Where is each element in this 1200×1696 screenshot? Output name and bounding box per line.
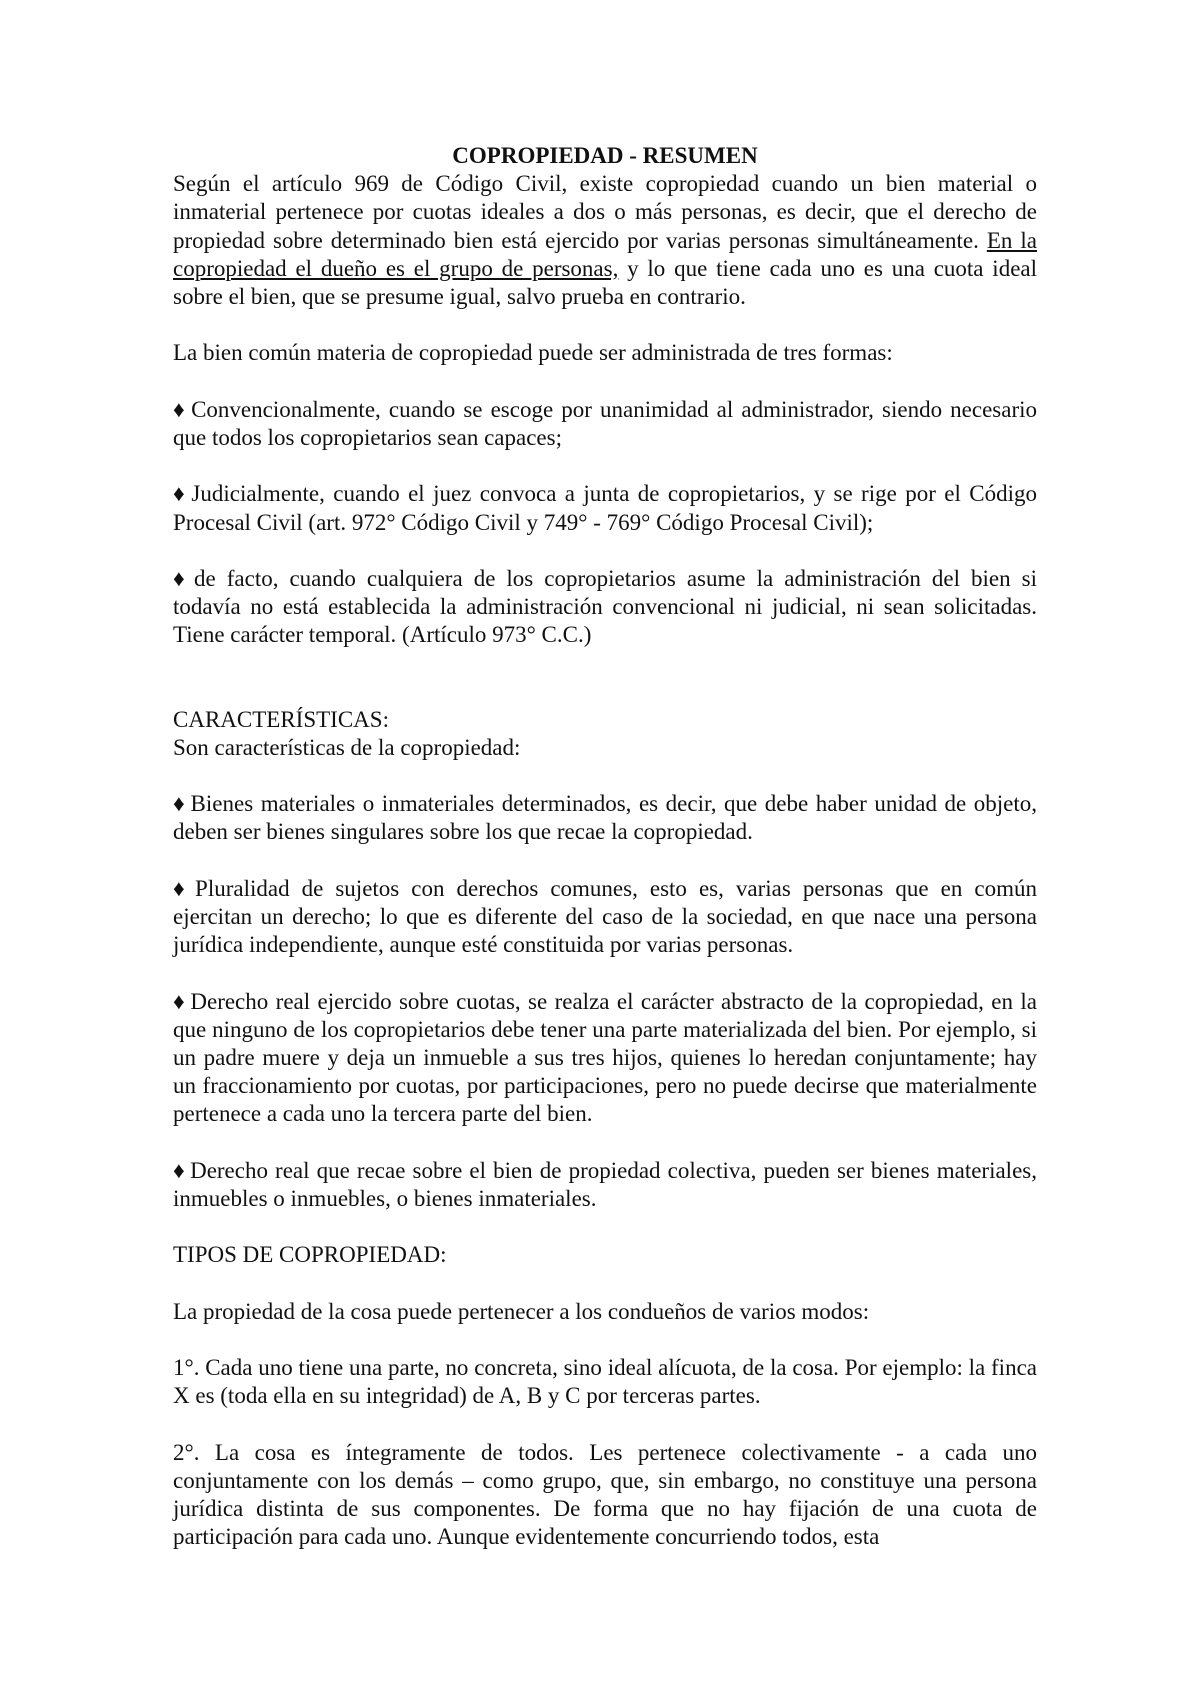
admin-form-item — [173, 396, 1037, 452]
document-title: COPROPIEDAD - RESUMEN — [452, 143, 758, 168]
caracteristicas-intro: Son características de la copropiedad: — [173, 734, 521, 760]
intro-underlined-text: En la copropiedad el dueño es el grupo de personas, — [173, 227, 1037, 281]
diamond-bullet-icon: ♦ — [173, 791, 187, 817]
tipo-item: 2°. La cosa es íntegramente de todos. Les pertenece colectivamente - a cada uno conjuntamente con los demás – como grupo, que, sin embargo, no constituye una persona jurídica distinta de sus componentes. De forma que no hay fijación de una cuota de participación para cada uno. Aunque evidentemente concurriendo todos, esta — [173, 1439, 1037, 1550]
diamond-bullet-icon: ♦ — [173, 565, 191, 591]
admin-intro: La bien común materia de copropiedad puede ser administrada de tres formas: — [173, 340, 893, 366]
caracteristica-item — [173, 875, 1037, 960]
diamond-bullet-icon: ♦ — [173, 396, 188, 422]
diamond-bullet-icon: ♦ — [173, 875, 192, 901]
caracteristica-item — [173, 988, 1037, 1129]
caracteristica-text: Derecho real que recae sobre el bien de propiedad colectiva, pueden ser bienes materiales, inmuebles o inmuebles, o bienes inmateriales. — [173, 1157, 1037, 1211]
admin-form-text: Convencionalmente, cuando se escoge por unanimidad al administrador, siendo necesario que todos los copropietarios sean capaces; — [173, 396, 1037, 450]
caracteristica-text: Derecho real ejercido sobre cuotas, se realza el carácter abstracto de la copropiedad, en la que ninguno de los copropietarios debe tener una parte materializada del bien. Por ejemplo, si un padre muere y deja un inmueble a sus tres hijos, quienes lo heredan conjuntamente; hay un fraccionamiento por cuotas, por participaciones, pero no puede decirse que materialmente pertenece a cada uno la tercera parte del bien. — [173, 988, 1037, 1127]
tipo-item: 1°. Cada uno tiene una parte, no concreta, sino ideal alícuota, de la cosa. Por ejemplo: la finca X es (toda ella en su integridad) de A, B y C por terceras partes. — [173, 1355, 1037, 1409]
intro-paragraph — [173, 170, 1037, 311]
diamond-bullet-icon: ♦ — [173, 1157, 187, 1183]
tipos-intro: La propiedad de la cosa puede pertenecer a los condueños de varios modos: — [173, 1298, 870, 1324]
diamond-bullet-icon: ♦ — [173, 988, 187, 1014]
caracteristica-text: Bienes materiales o inmateriales determinados, es decir, que debe haber unidad de objeto, deben ser bienes singulares sobre los que recae la copropiedad. — [173, 791, 1037, 845]
document-body — [173, 142, 1037, 1552]
caracteristica-item — [173, 790, 1037, 846]
diamond-bullet-icon: ♦ — [173, 481, 188, 507]
intro-text-part1: Según el artículo 969 de Código Civil, existe copropiedad cuando un bien material o inmaterial pertenece por cuotas ideales a dos o más personas, es decir, que el derecho de propiedad sobre determinado bien está ejercido por varias personas simultáneamente. — [173, 171, 1037, 253]
intro-text-part2: y lo que tiene cada uno es una cuota ideal sobre el bien, que se presume igual, salvo prueba en contrario. — [173, 255, 1037, 310]
tipos-heading: TIPOS DE COPROPIEDAD: — [173, 1242, 447, 1268]
admin-form-text: Judicialmente, cuando el juez convoca a junta de copropietarios, y se rige por el Código Procesal Civil (art. 972° Código Civil y 749° - 769° Código Procesal Civil); — [173, 481, 1037, 535]
admin-form-text: de facto, cuando cualquiera de los copropietarios asume la administración del bien si todavía no está establecida la administración convencional ni judicial, ni sean solicitadas. Tiene carácter temporal. (Artículo 973° C.C.) — [173, 565, 1037, 648]
admin-form-item — [173, 565, 1037, 650]
admin-form-item — [173, 480, 1037, 536]
caracteristicas-heading: CARACTERÍSTICAS: — [173, 706, 389, 732]
caracteristica-text: Pluralidad de sujetos con derechos comunes, esto es, varias personas que en común ejercitan un derecho; lo que es diferente del caso de la sociedad, en que nace una persona jurídica independiente, aunque esté constituida por varias personas. — [173, 875, 1037, 958]
caracteristica-item — [173, 1157, 1037, 1213]
